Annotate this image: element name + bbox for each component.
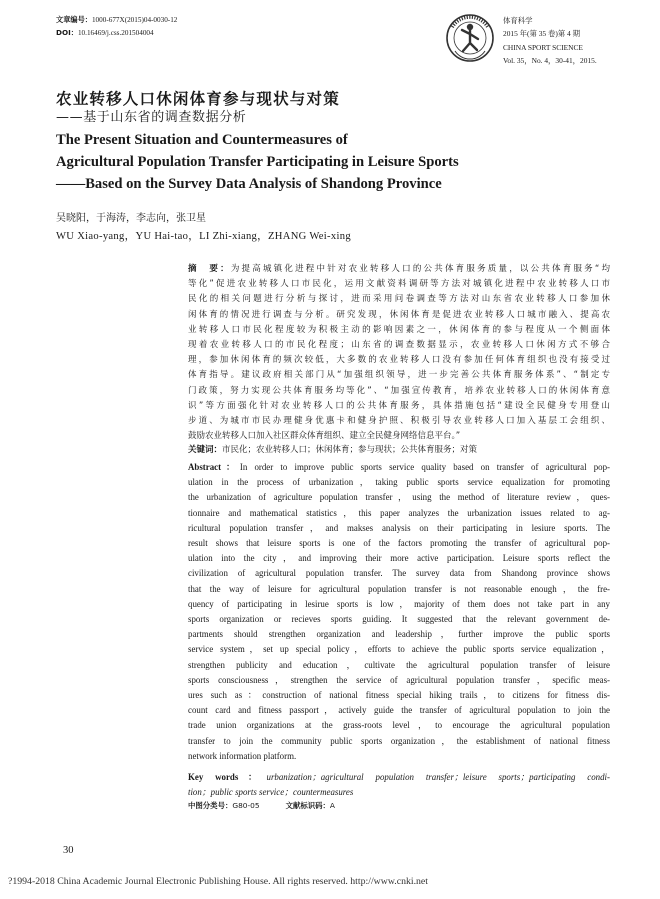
abstract-cn-line: 体育指导。建议政府相关部门从“加强组织领导，进一步完善公共体育服务体系”、“制定专 bbox=[188, 370, 610, 381]
abstract-cn-line: 为提高城镇化进程中针对农业转移人口的公共体育服务质量，以公共体育服务“均 bbox=[230, 264, 610, 274]
abstract-en-line: ulation into the city，and improving their more active participation. Leisure sports reflect the bbox=[188, 553, 610, 564]
subtitle-cn: ——基于山东省的调查数据分析 bbox=[56, 110, 247, 125]
abstract-en-line: strengthen publicity and education，cultivate the agricultural population transfer of leisure bbox=[188, 659, 610, 670]
abstract-en-line: ures such as：construction of national fitness special hiking trails，to citizens for fitness dis- bbox=[188, 690, 610, 701]
article-meta bbox=[56, 14, 177, 39]
abstract-cn-line: 步道、为城市市民办理健身优惠卡和健身护照、积极引导农业转移人口加入基层工会组织、 bbox=[188, 416, 610, 427]
keywords-cn-text: 市民化；农业转移人口；休闲体育；参与现状；公共体育服务；对策 bbox=[222, 445, 478, 455]
abstract-en-line: ricultural population transfer，and makses analysis on their participating in lesiure sports. The bbox=[188, 522, 610, 533]
abstract-cn-line: 业转移人口市民化程度较为积极主动的影响因素之一，休闲体育的参与程度从一个侧面体 bbox=[188, 324, 610, 335]
journal-meta bbox=[503, 14, 597, 67]
doc-code-label: 文献标识码： bbox=[285, 801, 330, 810]
title-cn: 农业转移人口休闲体育参与现状与对策 bbox=[56, 90, 340, 108]
journal-logo-icon bbox=[445, 13, 495, 63]
abstract-en-line: that the way of leisure for agricultural population transfer is not reasonable enough，the fre- bbox=[188, 583, 610, 594]
abstract-cn-line: 理，参加休闲体育的频次较低，大多数的农业转移人口没有参加任何体育组织也没有接受过 bbox=[188, 355, 610, 366]
abstract-cn-line: 等化”促进农业转移人口市民化，运用文献资料调研等方法对城镇化进程中农业转移人口市 bbox=[188, 279, 610, 290]
abstract-cn-line: 鼓励农业转移人口加入社区群众体育组织、建立全民健身网络信息平台。” bbox=[188, 431, 461, 442]
journal-issue-cn: 2015 年(第 35 卷)第 4 期 bbox=[503, 29, 580, 39]
abstract-en-line: the urbanization of agriculture population transfer，using the method of literature review，ques- bbox=[188, 492, 610, 503]
keywords-cn bbox=[188, 443, 477, 455]
doi-label: DOI： bbox=[56, 27, 78, 37]
abstract-en-line: service system，set up special policy，efforts to achieve the public sports service equalization， bbox=[188, 644, 610, 655]
keywords-en bbox=[188, 770, 610, 799]
abstract-en-line: tionnaire and mathematical statistics，this paper analyzes the urbanization issues related to ag- bbox=[188, 507, 610, 518]
abstract-en-line: sports consciousness，strengthen the service of agricultural population transfer，specific meas- bbox=[188, 674, 610, 685]
authors-en: WU Xiao-yang，YU Hai-tao，LI Zhi-xiang，ZHANG Wei-xing bbox=[56, 231, 351, 242]
abstract-cn-line: 现着农业转移人口的市民化程度；山东省的调查数据显示，农业转移人口休闲方式不够合 bbox=[188, 340, 610, 351]
abstract-cn-label: 摘 要： bbox=[188, 264, 231, 274]
clc-label: 中图分类号： bbox=[188, 801, 233, 810]
abstract-en-line: partments should strengthen organization and leadership，further improve the public sports bbox=[188, 629, 610, 640]
doi: 10.16469/j.css.201504004 bbox=[77, 28, 154, 37]
journal-citation: Vol. 35，No. 4，30-41，2015. bbox=[503, 55, 597, 65]
abstract-en-line: network information platform. bbox=[188, 750, 297, 761]
page-number: 30 bbox=[63, 845, 74, 856]
abstract-en-line: sports organization or recieves sports guiding. It suggested that the relevant government de- bbox=[188, 614, 610, 625]
abstract-en-line: trade union organizations at the grass-roots level，to encourage the agricultural population bbox=[188, 720, 610, 731]
keywords-en-line: urbanization；agricultural population transfer；leisure sports；participating condi- bbox=[266, 772, 610, 782]
abstract-en-line: In order to improve public sports service quality based on transfer of agricultural pop- bbox=[239, 462, 610, 472]
keywords-en-label: Key words： bbox=[188, 772, 267, 782]
journal-name-cn: 体育科学 bbox=[503, 16, 533, 25]
abstract-en-line: civilization of agricultural population transfer. The survey data from Shandong province shows bbox=[188, 568, 610, 579]
article-no: 1000-677X(2015)04-0030-12 bbox=[91, 16, 178, 24]
abstract-cn-line: 门政策，努力实现公共体育服务均等化”、“加强宣传教育，培养农业转移人口的休闲体育意 bbox=[188, 385, 610, 396]
journal-name-en: CHINA SPORT SCIENCE bbox=[503, 42, 583, 52]
abstract-en-line: result shows that leisure sports is one of the factors promoting the transfer of agricultural pop- bbox=[188, 538, 610, 549]
abstract-cn-line: 识”等方面强化针对农业转移人口的公共体育服务，具体措施包括“建设全民健身专用登山 bbox=[188, 400, 610, 411]
title-en-line-1: The Present Situation and Countermeasures of bbox=[56, 132, 348, 148]
keywords-en-line: tion；public sports service；countermeasures bbox=[188, 786, 354, 797]
article-no-label: 文章编号： bbox=[56, 15, 92, 24]
abstract-en-line: transfer to join the community public sports organization，the establishment of national fitness bbox=[188, 735, 610, 746]
abstract-cn-line: 闲体育的情况进行调查与分析。研究发现，休闲体育是促进农业转移人口城市融入、提高农 bbox=[188, 309, 610, 320]
abstract-en-line: quency of participating in lesirue sports is low，majority of them does not take part in any bbox=[188, 598, 610, 609]
abstract-cn bbox=[188, 262, 610, 444]
copyright-footer: ?1994-2018 China Academic Journal Electronic Publishing House. All rights reserved. http://www.cnki.net bbox=[8, 876, 429, 887]
authors-cn: 吴晓阳，于海涛，李志向，张卫星 bbox=[56, 213, 206, 224]
clc-code: G80-05 bbox=[232, 801, 260, 810]
classification bbox=[188, 800, 335, 811]
abstract-en-line: ulation in the process of urbanization，taking public sports service equalization for promoting bbox=[188, 477, 610, 488]
title-en-line-2: Agricultural Population Transfer Participating in Leisure Sports bbox=[56, 154, 459, 170]
doc-code: A bbox=[329, 801, 335, 810]
abstract-en-line: count card and fitness passport，actively guide the transfer of agricultural population to join the bbox=[188, 705, 610, 716]
abstract-en-label: Abstract： bbox=[188, 462, 240, 472]
title-en-line-3: ——Based on the Survey Data Analysis of Shandong Province bbox=[56, 176, 442, 192]
abstract-en bbox=[188, 460, 610, 764]
keywords-cn-label: 关键词： bbox=[188, 445, 223, 455]
abstract-cn-line: 民化的相关问题进行分析与探讨，进而采用问卷调查等方法对山东省农业转移人口参加休 bbox=[188, 294, 610, 305]
